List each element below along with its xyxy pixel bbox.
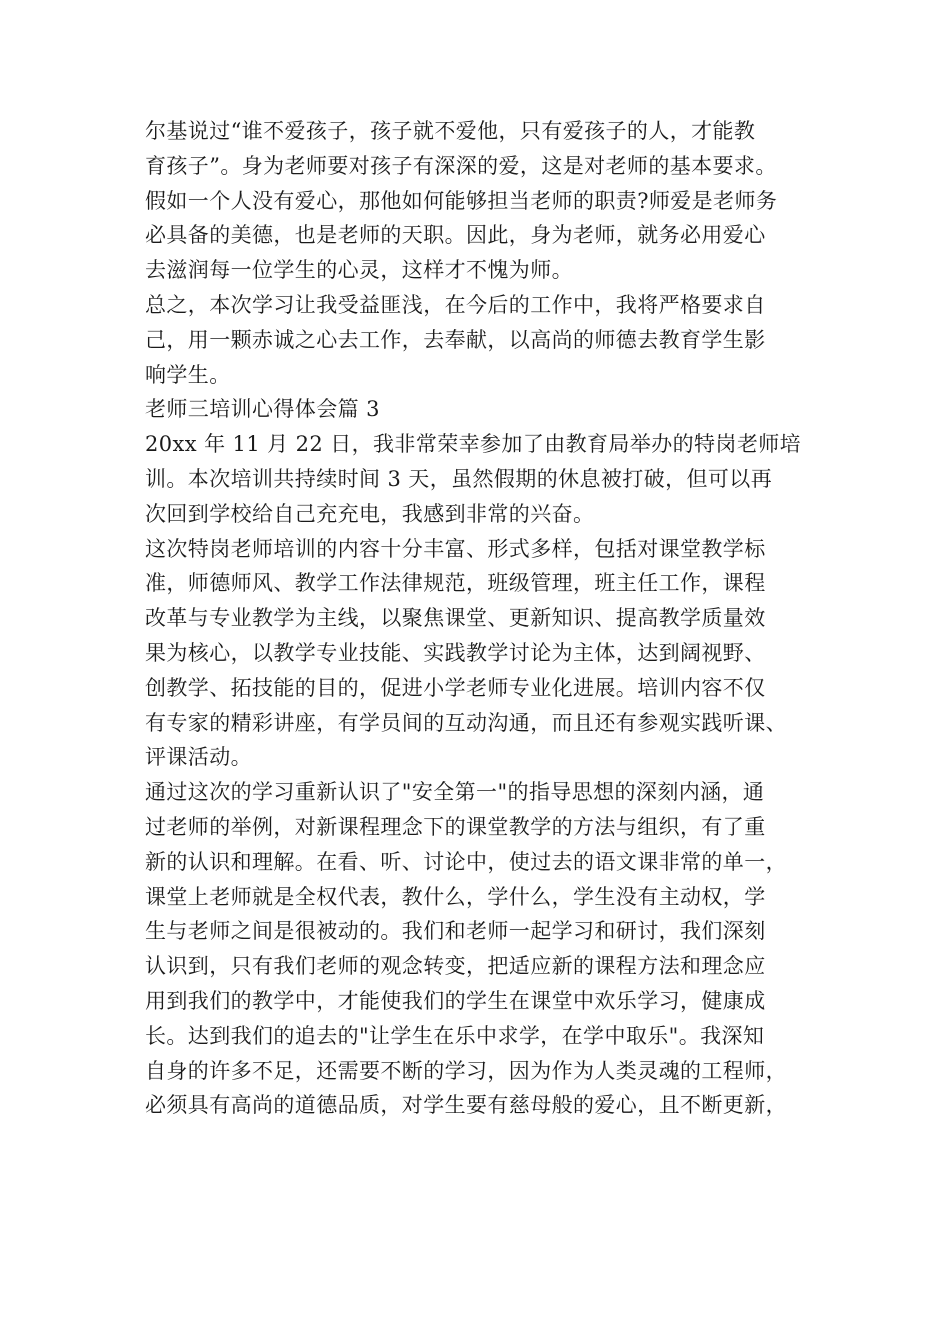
text-line: 假如一个人没有爱心，那他如何能够担当老师的职责?师爱是老师务 — [145, 188, 778, 213]
text-line: 育孩子”。身为老师要对孩子有深深的爱，这是对老师的基本要求。 — [145, 153, 777, 178]
text-line: 果为核心，以教学专业技能、实践教学讨论为主体，达到阔视野、 — [145, 640, 766, 665]
text-line: 次回到学校给自己充充电，我感到非常的兴奋。 — [145, 501, 595, 526]
text-line: 改革与专业教学为主线，以聚焦课堂、更新知识、提高教学质量效 — [145, 606, 766, 631]
text-line: 用到我们的教学中，才能使我们的学生在课堂中欢乐学习，健康成 — [145, 988, 766, 1013]
document-page — [145, 114, 835, 1123]
text-line: 必具备的美德，也是老师的天职。因此，身为老师，就务必用爱心 — [145, 223, 766, 248]
text-line: 创教学、拓技能的目的，促进小学老师专业化进展。培训内容不仅 — [145, 675, 766, 700]
text-line: 训。本次培训共持续时间 3 天，虽然假期的休息被打破，但可以再 — [145, 466, 773, 491]
text-line: 准，师德师风、教学工作法律规范，班级管理，班主任工作，课程 — [145, 571, 766, 596]
text-line: 己，用一颗赤诚之心去工作，去奉献，以高尚的师德去教育学生影 — [145, 327, 766, 352]
text-line: 20xx 年 11 月 22 日，我非常荣幸参加了由教育局举办的特岗老师培 — [145, 432, 802, 457]
text-line: 响学生。 — [145, 362, 231, 387]
text-line: 生与老师之间是很被动的。我们和老师一起学习和研讨，我们深刻 — [145, 919, 766, 944]
text-line: 评课活动。 — [145, 745, 252, 770]
text-line: 这次特岗老师培训的内容十分丰富、形式多样，包括对课堂教学标 — [145, 536, 766, 561]
text-line: 长。达到我们的追去的"让学生在乐中求学，在学中取乐"。我深知 — [145, 1023, 765, 1048]
text-line: 认识到，只有我们老师的观念转变，把适应新的课程方法和理念应 — [145, 954, 766, 979]
text-line: 有专家的精彩讲座，有学员间的互动沟通，而且还有参观实践听课、 — [145, 710, 787, 735]
text-line: 课堂上老师就是全权代表，教什么，学什么，学生没有主动权，学 — [145, 884, 766, 909]
text-line: 过老师的举例，对新课程理念下的课堂教学的方法与组织，有了重 — [145, 814, 766, 839]
text-line: 总之，本次学习让我受益匪浅，在今后的工作中，我将严格要求自 — [145, 292, 766, 317]
text-line: 新的认识和理解。在看、听、讨论中，使过去的语文课非常的单一， — [145, 849, 787, 874]
text-line: 去滋润每一位学生的心灵，这样才不愧为师。 — [145, 258, 573, 283]
text-line: 自身的许多不足，还需要不断的学习，因为作为人类灵魂的工程师， — [145, 1058, 787, 1083]
text-line: 通过这次的学习重新认识了"安全第一"的指导思想的深刻内涵，通 — [145, 780, 765, 805]
text-line: 必须具有高尚的道德品质，对学生要有慈母般的爱心，且不断更新， — [145, 1093, 787, 1118]
section-heading: 老师三培训心得体会篇 3 — [145, 397, 380, 422]
text-line: 尔基说过“谁不爱孩子，孩子就不爱他，只有爱孩子的人，才能教 — [145, 119, 756, 143]
